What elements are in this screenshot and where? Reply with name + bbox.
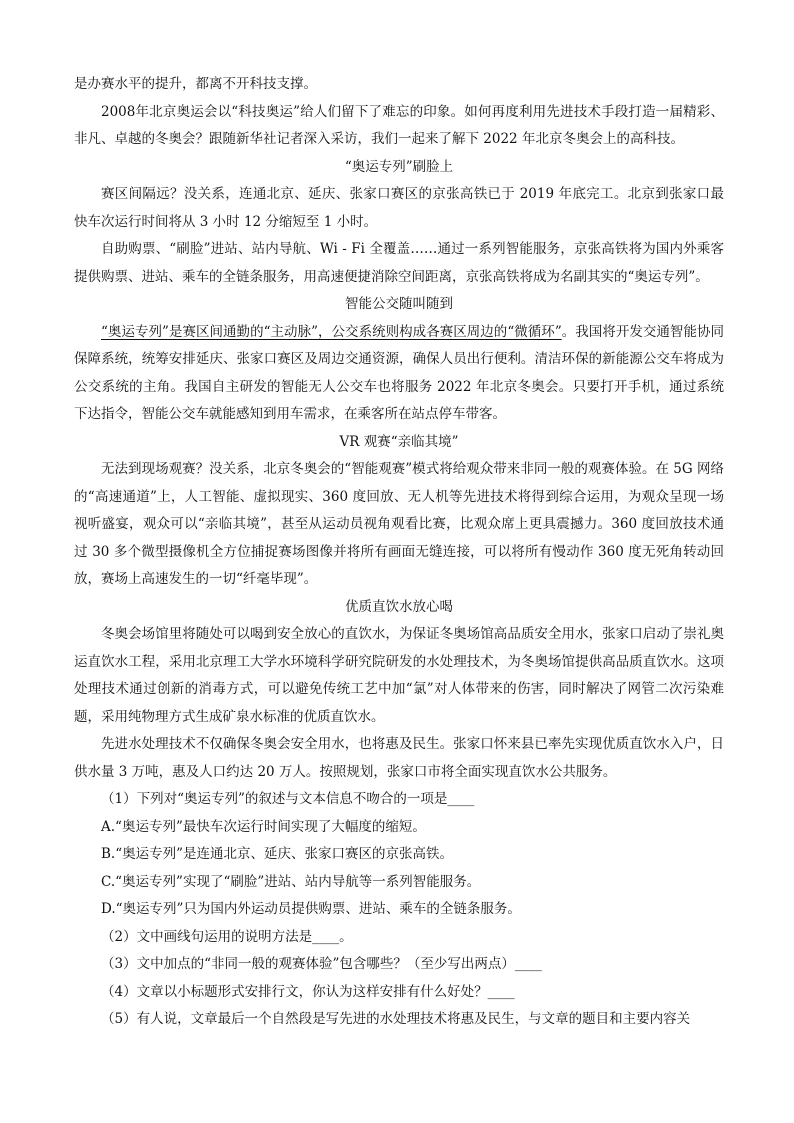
question-4: （4）文章以小标题形式安排行文，你认为这样安排有什么好处？____ xyxy=(101,983,515,1000)
option-a: A.“奥运专列”最快车次运行时间实现了大幅度的缩短。 xyxy=(101,818,426,835)
paragraph-train-1: 赛区间隔远？没关系，连通北京、延庆、张家口赛区的京张高铁已于 2019 年底完工。北京到张家口最快车次运行时间将从 3 小时 12 分缩短至 1 小时。 xyxy=(74,186,724,230)
intro-line: 是办赛水平的提升，都离不开科技支撑。 xyxy=(74,76,317,92)
section-heading-train: “奥运专列”刷脸上 xyxy=(344,158,454,175)
question-1: （1）下列对“奥运专列”的叙述与文本信息不吻合的一项是____ xyxy=(101,791,475,807)
question-5: （5）有人说，文章最后一个自然段是写先进的水处理技术将惠及民生，与文章的题目和主要内容关 xyxy=(101,1011,691,1027)
option-d: D.“奥运专列”只为国内外运动员提供购票、进站、乘车的全链条服务。 xyxy=(101,901,521,917)
paragraph-water-1: 冬奥会场馆里将随处可以喝到安全放心的直饮水，为保证冬奥场馆高品质安全用水，张家口启动了崇礼奥运直饮水工程，采用北京理工大学水环境科学研究院研发的水处理技术，为冬奥场馆提供高品质直饮水。这项处理技术通过创新的消毒方式，可以避免传统工艺中加“氯”对人体带来的伤害，同时解决了网管二次污染难题，采用纯物理方式生成矿泉水标准的优质直饮水。 xyxy=(74,626,724,725)
section-heading-water: 优质直饮水放心喝 xyxy=(345,598,453,615)
question-3: （3）文中加点的“非同一般的观赛体验”包含哪些？（至少写出两点）____ xyxy=(101,956,542,972)
option-b: B.“奥运专列”是连通北京、延庆、张家口赛区的京张高铁。 xyxy=(101,846,454,862)
question-2: （2）文中画线句运用的说明方法是____。 xyxy=(101,928,353,945)
paragraph-vr: 无法到现场观赛？没关系，北京冬奥会的“智能观赛”模式将给观众带来非同一般的观赛体验。在 5G 网络的“高速通道”上，人工智能、虚拟现实、360 度回放、无人机等先进技术将得到综合运用，为观众呈现一场视听盛宴，观众可以“亲临其境”，甚至从运动员视角观看比赛，比观众席上更具震撼力。360 度回放技术通过 30 多个微型摄像机全方位捕捉赛场图像并将所有画面无缝连接，可以将所有慢动作 360 度无死角转动回放，赛场上高速发生的一切“纤毫毕现”。 xyxy=(74,461,724,587)
paragraph-bus-text: 。我国将开发交通智能协同保障系统，统筹安排延庆、张家口赛区及周边交通资源，确保人员出行便利。清洁环保的新能源公交车将成为公交系统的主角。我国自主研发的智能无人公交车也将服务 2022 年北京冬奥会。只要打开手机，通过系统下达指令，智能公交车就能感知到用车需求，在乘客所在站点停车带客。 xyxy=(74,323,724,422)
paragraph-train-2: 自助购票、“刷脸”进站、站内导航、Wi - Fi 全覆盖……通过一系列智能服务，京张高铁将为国内外乘客提供购票、进站、乘车的全链条服务，用高速便捷消除空间距离，京张高铁将成为名副其实的“奥运专列”。 xyxy=(74,241,724,285)
section-heading-bus: 智能公交随叫随到 xyxy=(345,296,453,312)
option-c: C.“奥运专列”实现了“刷脸”进站、站内导航等一系列智能服务。 xyxy=(101,873,481,890)
intro-paragraph: 2008年北京奥运会以“科技奥运”给人们留下了难忘的印象。如何再度利用先进技术手段打造一届精彩、非凡、卓越的冬奥会？跟随新华社记者深入采访，我们一起来了解下 2022 年北京冬奥会上的高科技。 xyxy=(74,103,724,147)
underlined-sentence: “奥运专列”是赛区间通勤的“主动脉”，公交系统则构成各赛区周边的“微循环” xyxy=(101,323,562,340)
paragraph-water-2: 先进水处理技术不仅确保冬奥会安全用水，也将惠及民生。张家口怀来县已率先实现优质直饮水入户，日供水量 3 万吨，惠及人口约达 20 万人。按照规划，张家口市将全面实现直饮水公共服务。 xyxy=(74,736,724,780)
document-page xyxy=(74,71,724,1034)
section-heading-vr: VR 观赛“亲临其境” xyxy=(339,433,459,450)
paragraph-bus xyxy=(74,319,724,429)
